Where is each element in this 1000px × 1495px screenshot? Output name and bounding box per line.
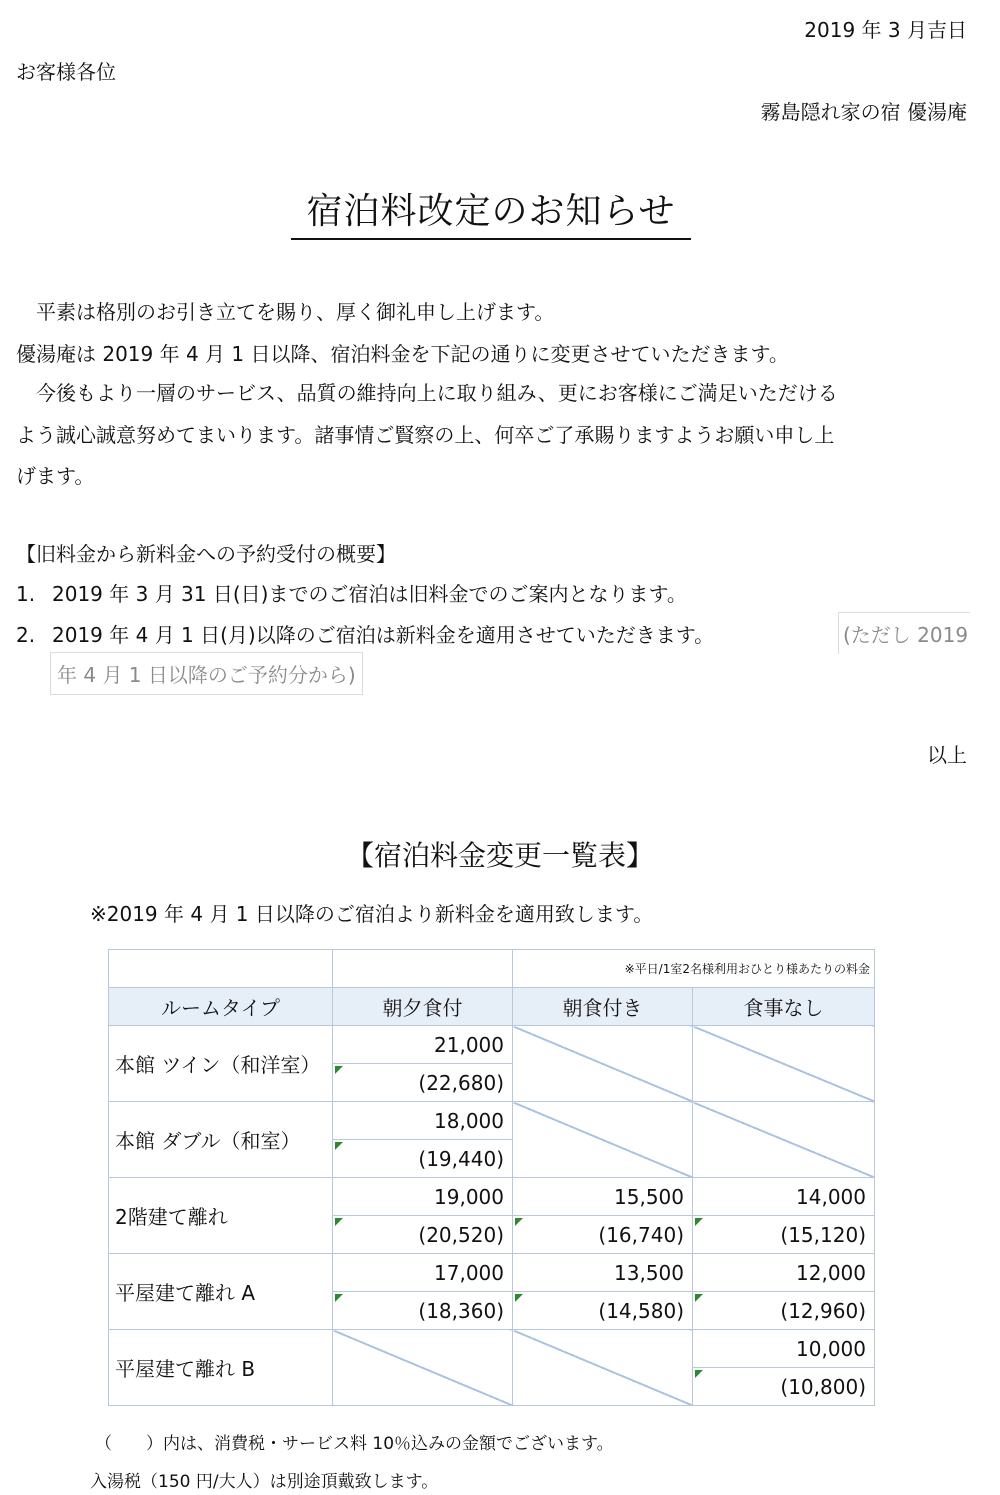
- not-available-cell: [693, 1102, 875, 1178]
- price-taxed-cell: [333, 1216, 513, 1254]
- table-header-row: [109, 988, 875, 1026]
- price-cell: 14,000: [693, 1178, 875, 1216]
- price-taxed-cell: [693, 1368, 875, 1406]
- blank-cell: [333, 950, 513, 988]
- not-available-cell: [693, 1026, 875, 1102]
- summary-item-2: [16, 619, 714, 648]
- price-taxed-text: (20,520): [418, 1222, 504, 1247]
- error-marker-icon: [515, 1218, 523, 1226]
- price-taxed-text: (18,360): [418, 1298, 504, 1323]
- price-taxed-text: (10,800): [780, 1374, 866, 1399]
- column-header: 食事なし: [693, 988, 875, 1026]
- closing: 以上: [927, 743, 967, 767]
- price-taxed-cell: [693, 1216, 875, 1254]
- body-line: 優湯庵は 2019 年 4 月 1 日以降、宿泊料金を下記の通りに変更させていただきます。: [16, 342, 789, 366]
- price-taxed-cell: [333, 1292, 513, 1330]
- summary-heading: 【旧料金から新料金への予約受付の概要】: [16, 542, 396, 566]
- summary-item-1: [16, 578, 687, 607]
- body-line: 今後もより一層のサービス、品質の維持向上に取り組み、更にお客様にご満足いただける: [16, 381, 838, 405]
- not-available-cell: [513, 1102, 693, 1178]
- column-header: 朝食付き: [513, 988, 693, 1026]
- error-marker-icon: [695, 1218, 703, 1226]
- list-number: 1.: [16, 582, 36, 606]
- tracked-note-part-1: (ただし 2019: [838, 612, 970, 654]
- error-marker-icon: [335, 1294, 343, 1302]
- not-available-cell: [513, 1026, 693, 1102]
- price-taxed-text: (15,120): [780, 1222, 866, 1247]
- column-header: ルームタイプ: [109, 988, 333, 1026]
- page-title: 宿泊料改定のお知らせ: [291, 183, 691, 240]
- price-taxed-cell: [333, 1140, 513, 1178]
- price-taxed-cell: [513, 1216, 693, 1254]
- table-row: [109, 1330, 875, 1368]
- price-taxed-text: (16,740): [598, 1222, 684, 1247]
- summary-item-text: 2019 年 4 月 1 日(月)以降のご宿泊は新料金を適用させていただきます。: [52, 623, 715, 647]
- sender: 霧島隠れ家の宿 優湯庵: [760, 100, 967, 124]
- error-marker-icon: [335, 1142, 343, 1150]
- tracked-note-part-2: 年 4 月 1 日以降のご予約分から): [50, 652, 363, 695]
- error-marker-icon: [335, 1218, 343, 1226]
- price-cell: 10,000: [693, 1330, 875, 1368]
- pricing-basis-note: ※平日/1室2名様利用おひとり様あたりの料金: [513, 950, 875, 988]
- table-row: [109, 1102, 875, 1140]
- list-number: 2.: [16, 623, 36, 647]
- room-type: 本館 ダブル（和室）: [109, 1102, 333, 1178]
- room-type: 2階建て離れ: [109, 1178, 333, 1254]
- price-taxed-text: (19,440): [418, 1146, 504, 1171]
- price-cell: 21,000: [333, 1026, 513, 1064]
- price-taxed-text: (12,960): [780, 1298, 866, 1323]
- error-marker-icon: [335, 1066, 343, 1074]
- blank-cell: [109, 950, 333, 988]
- room-type: 本館 ツイン（和洋室）: [109, 1026, 333, 1102]
- error-marker-icon: [695, 1370, 703, 1378]
- price-cell: 15,500: [513, 1178, 693, 1216]
- price-cell: 13,500: [513, 1254, 693, 1292]
- footnote-tax: （ ）内は、消費税・サービス料 10％込みの金額でございます。: [95, 1434, 614, 1454]
- room-type: 平屋建て離れ B: [109, 1330, 333, 1406]
- table-row: [109, 1254, 875, 1292]
- error-marker-icon: [695, 1294, 703, 1302]
- table-row: [109, 1026, 875, 1064]
- not-available-cell: [333, 1330, 513, 1406]
- price-cell: 12,000: [693, 1254, 875, 1292]
- rate-table: [108, 949, 875, 1406]
- table-row: [109, 1178, 875, 1216]
- footnote-bath-tax: 入湯税（150 円/大人）は別途頂戴致します。: [90, 1472, 439, 1492]
- price-taxed-text: (14,580): [598, 1298, 684, 1323]
- document-date: 2019 年 3 月吉日: [804, 18, 967, 42]
- price-taxed-cell: [693, 1292, 875, 1330]
- room-type: 平屋建て離れ A: [109, 1254, 333, 1330]
- price-taxed-cell: [333, 1064, 513, 1102]
- price-taxed-text: (22,680): [418, 1070, 504, 1095]
- summary-item-text: 2019 年 3 月 31 日(日)までのご宿泊は旧料金でのご案内となります。: [52, 582, 687, 606]
- price-cell: 18,000: [333, 1102, 513, 1140]
- error-marker-icon: [515, 1294, 523, 1302]
- body-line: げます。: [16, 464, 95, 488]
- column-header: 朝夕食付: [333, 988, 513, 1026]
- body-line: 平素は格別のお引き立てを賜り、厚く御礼申し上げます。: [16, 300, 555, 324]
- not-available-cell: [513, 1330, 693, 1406]
- recipient: お客様各位: [16, 60, 116, 84]
- table-note: ※2019 年 4 月 1 日以降のご宿泊より新料金を適用致します。: [90, 902, 654, 926]
- table-title: 【宿泊料金変更一覧表】: [345, 839, 654, 872]
- body-line: よう誠心誠意努めてまいります。諸事情ご賢察の上、何卒ご了承賜りますようお願い申し上: [16, 423, 835, 447]
- table-top-row: [109, 950, 875, 988]
- price-cell: 19,000: [333, 1178, 513, 1216]
- price-taxed-cell: [513, 1292, 693, 1330]
- price-cell: 17,000: [333, 1254, 513, 1292]
